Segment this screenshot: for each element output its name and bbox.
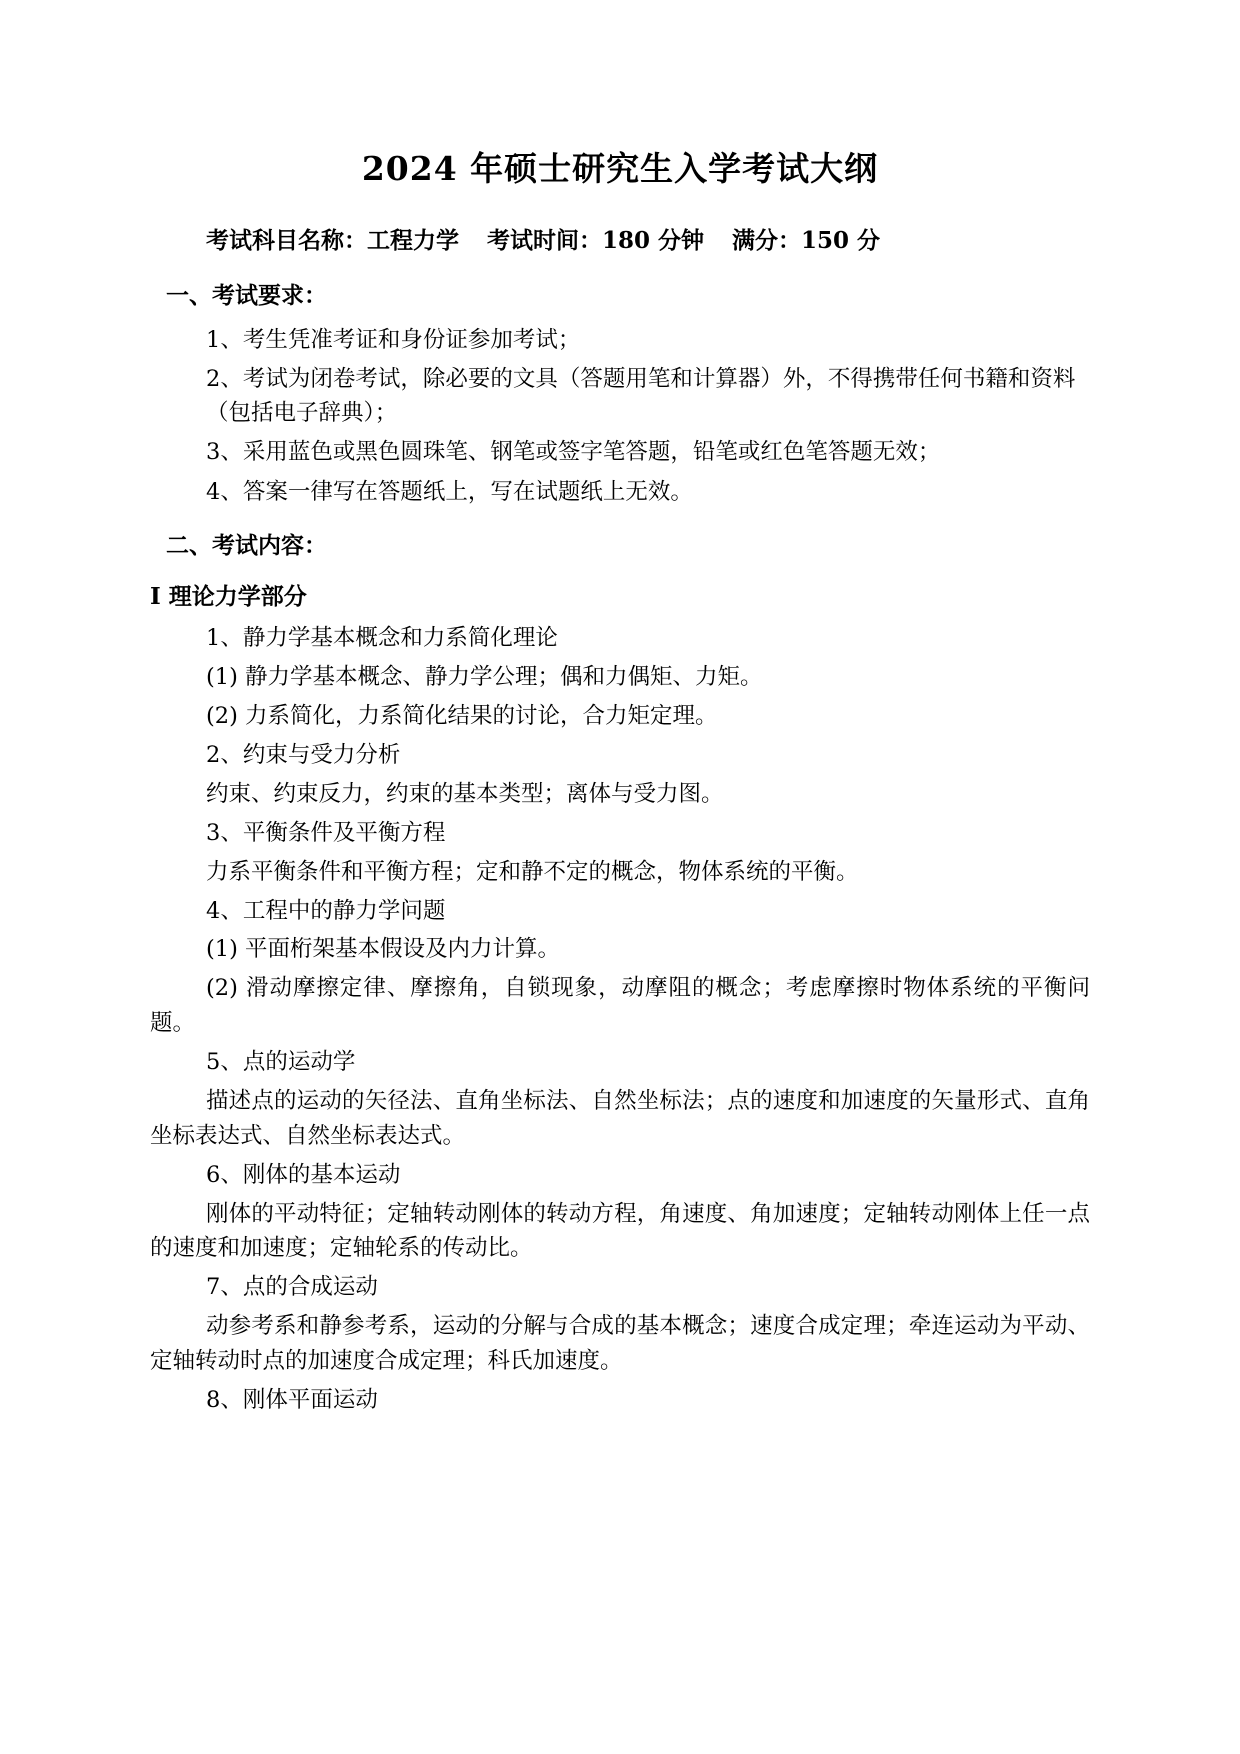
topic-detail: 约束、约束反力，约束的基本类型；离体与受力图。 bbox=[206, 780, 724, 807]
duration-value: 180 分钟 bbox=[602, 227, 705, 255]
requirement-item: 2、考试为闭卷考试，除必要的文具（答题用笔和计算器）外，不得携带任何书籍和资料（包括电子辞典）； bbox=[206, 365, 1076, 427]
topic-number: 1、 bbox=[206, 625, 243, 652]
topic-detail: (2) 力系简化，力系简化结果的讨论，合力矩定理。 bbox=[206, 703, 718, 730]
part-heading-theoretical-mechanics bbox=[150, 580, 1090, 613]
section-heading-content: 二、考试内容： bbox=[166, 531, 327, 559]
subject-label: 考试科目名称： bbox=[206, 227, 367, 255]
topic-number: 3、 bbox=[206, 819, 243, 846]
topic-title: 点的运动学 bbox=[242, 1049, 356, 1076]
topic-heading bbox=[150, 894, 1090, 929]
topic-heading bbox=[150, 738, 1090, 773]
topic-detail: 刚体的平动特征；定轴转动刚体的转动方程，角速度、角加速度；定轴转动刚体上任一点的速度和加速度；定轴轮系的传动比。 bbox=[150, 1200, 1090, 1262]
topic-title: 刚体平面运动 bbox=[242, 1386, 378, 1413]
topic-heading bbox=[150, 1383, 1090, 1418]
requirement-item: 3、采用蓝色或黑色圆珠笔、钢笔或签字笔答题，铅笔或红色笔答题无效； bbox=[206, 439, 941, 466]
topic-number: 6、 bbox=[206, 1161, 243, 1188]
topic-heading bbox=[150, 816, 1090, 851]
topic-title: 约束与受力分析 bbox=[242, 742, 401, 769]
topic-number: 8、 bbox=[206, 1386, 243, 1413]
exam-meta-line bbox=[150, 225, 1090, 257]
score-value: 150 分 bbox=[801, 227, 881, 255]
topic-number: 2、 bbox=[206, 742, 243, 769]
topic-detail: 动参考系和静参考系，运动的分解与合成的基本概念；速度合成定理；牵连运动为平动、定轴转动时点的加速度合成定理；科氏加速度。 bbox=[150, 1313, 1090, 1375]
requirement-item: 4、答案一律写在答题纸上，写在试题纸上无效。 bbox=[206, 478, 693, 505]
topic-detail: (1) 静力学基本概念、静力学公理；偶和力偶矩、力矩。 bbox=[206, 664, 763, 691]
topic-number: 5、 bbox=[206, 1049, 243, 1076]
topic-number: 7、 bbox=[206, 1274, 243, 1301]
topic-heading bbox=[150, 1158, 1090, 1193]
part-label: I bbox=[150, 583, 161, 611]
page-title: 2024 年硕士研究生入学考试大纲 bbox=[361, 149, 879, 188]
topic-detail: 力系平衡条件和平衡方程；定和静不定的概念，物体系统的平衡。 bbox=[206, 858, 859, 885]
requirement-item: 1、考生凭准考证和身份证参加考试； bbox=[206, 326, 581, 353]
topic-heading bbox=[150, 1270, 1090, 1305]
score-label: 满分： bbox=[732, 227, 802, 255]
topic-title: 静力学基本概念和力系简化理论 bbox=[242, 625, 558, 652]
part-title: 理论力学部分 bbox=[168, 583, 307, 611]
topic-title: 点的合成运动 bbox=[242, 1274, 378, 1301]
topic-title: 平衡条件及平衡方程 bbox=[242, 819, 446, 846]
topic-number: 4、 bbox=[206, 897, 243, 924]
topic-heading bbox=[150, 621, 1090, 656]
subject-value: 工程力学 bbox=[367, 227, 459, 255]
duration-label: 考试时间： bbox=[487, 227, 602, 255]
topic-title: 工程中的静力学问题 bbox=[242, 897, 446, 924]
topic-detail: (1) 平面桁架基本假设及内力计算。 bbox=[206, 936, 561, 963]
topic-detail: 描述点的运动的矢径法、直角坐标法、自然坐标法；点的速度和加速度的矢量形式、直角坐标表达式、自然坐标表达式。 bbox=[150, 1087, 1090, 1149]
topic-heading bbox=[150, 1045, 1090, 1080]
topic-title: 刚体的基本运动 bbox=[242, 1161, 401, 1188]
topic-detail: (2) 滑动摩擦定律、摩擦角，自锁现象，动摩阻的概念；考虑摩擦时物体系统的平衡问题。 bbox=[150, 975, 1090, 1037]
section-heading-requirements: 一、考试要求： bbox=[166, 282, 327, 310]
